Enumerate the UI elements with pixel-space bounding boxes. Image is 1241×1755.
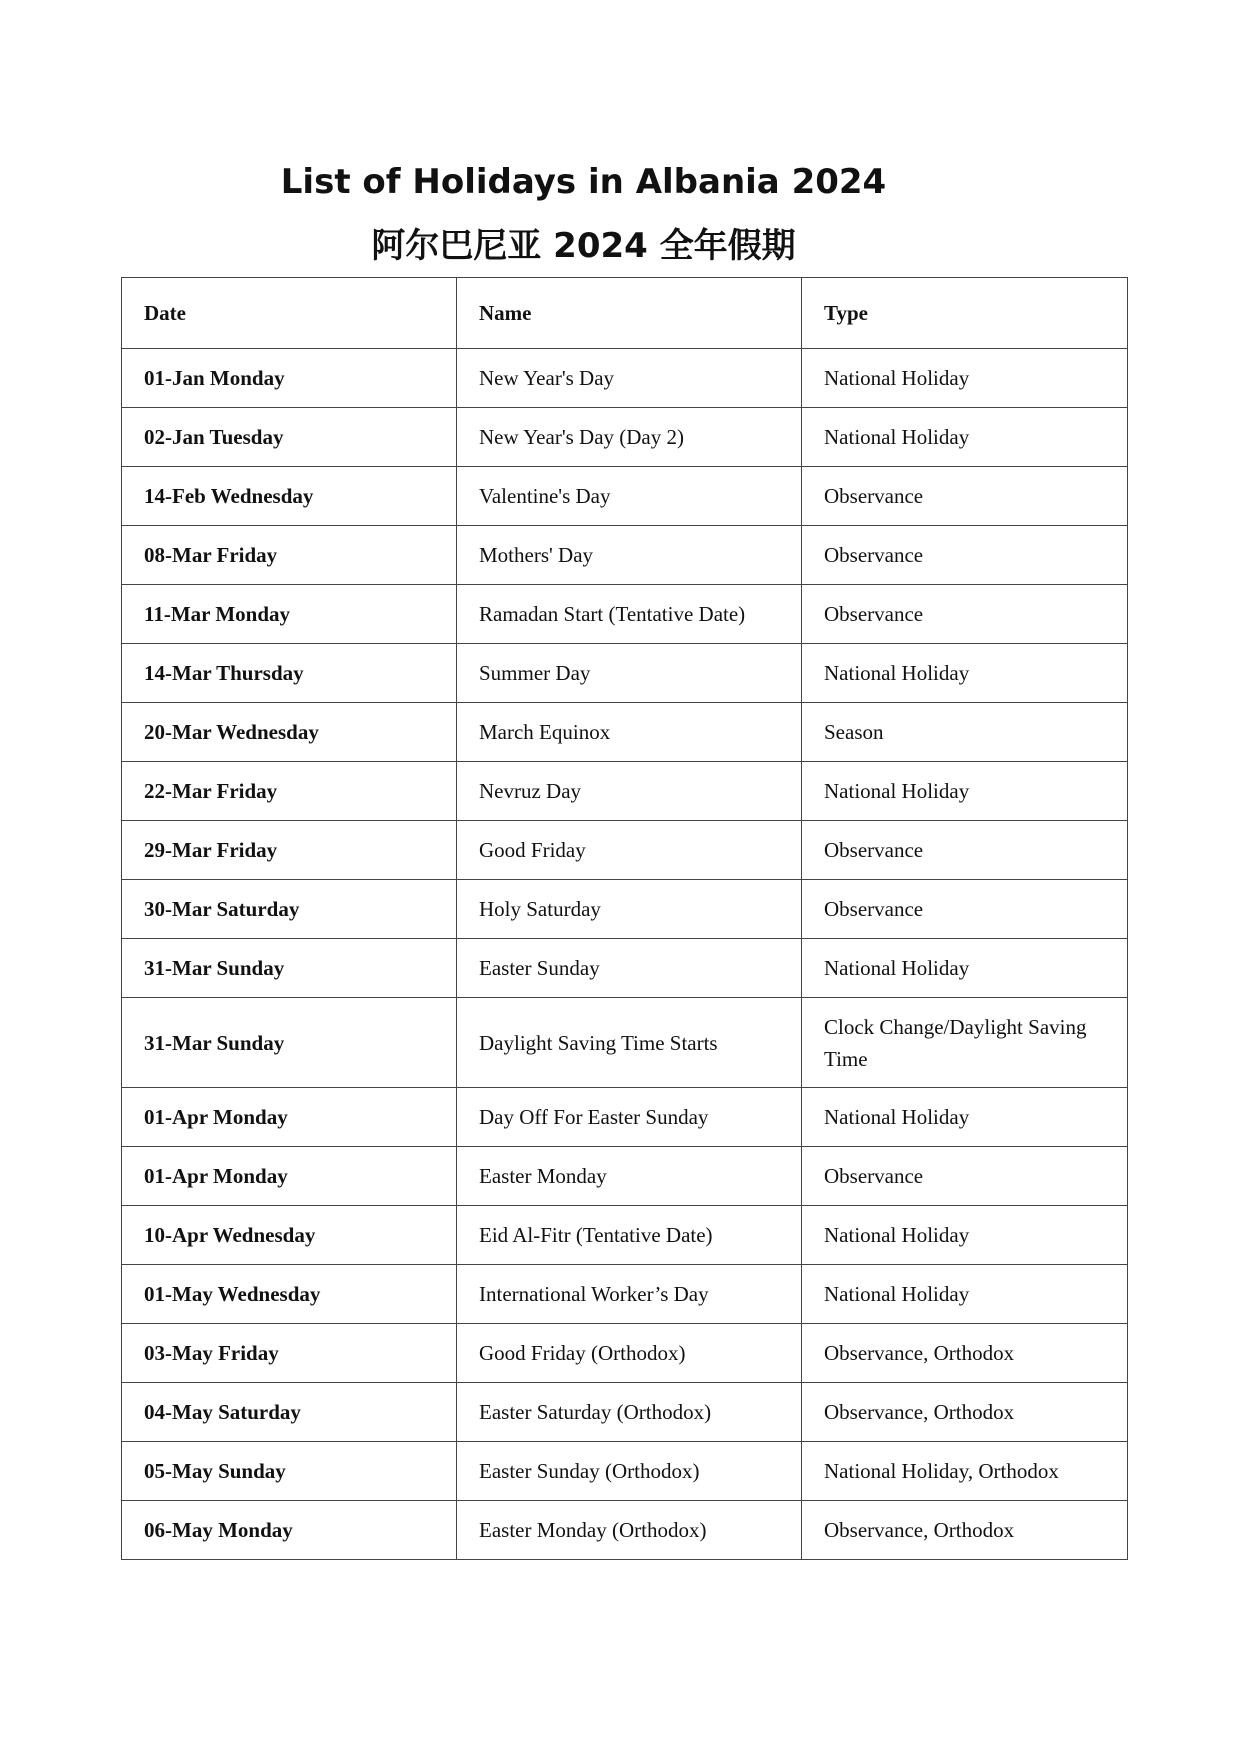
cell-type: Observance (802, 821, 1128, 880)
cell-type: National Holiday (802, 762, 1128, 821)
table-row (122, 1383, 1128, 1442)
cell-type: National Holiday (802, 1206, 1128, 1265)
cell-date: 14-Mar Thursday (122, 644, 457, 703)
cell-name: New Year's Day (457, 349, 802, 408)
cell-date: 01-May Wednesday (122, 1265, 457, 1324)
page-title: List of Holidays in Albania 2024 (280, 162, 887, 202)
page-subtitle-chinese: 阿尔巴尼亚 2024 全年假期 (371, 226, 796, 266)
cell-type: Season (802, 703, 1128, 762)
cell-name: Valentine's Day (457, 467, 802, 526)
cell-date: 20-Mar Wednesday (122, 703, 457, 762)
cell-date: 29-Mar Friday (122, 821, 457, 880)
cell-name: Easter Monday (457, 1147, 802, 1206)
cell-name: Eid Al-Fitr (Tentative Date) (457, 1206, 802, 1265)
table-row (122, 1206, 1128, 1265)
table-row (122, 998, 1128, 1088)
cell-name: Holy Saturday (457, 880, 802, 939)
cell-date: 04-May Saturday (122, 1383, 457, 1442)
cell-type: National Holiday (802, 408, 1128, 467)
cell-date: 11-Mar Monday (122, 585, 457, 644)
table-row (122, 880, 1128, 939)
table-header-row (122, 278, 1128, 349)
cell-date: 31-Mar Sunday (122, 939, 457, 998)
table-row (122, 1147, 1128, 1206)
cell-date: 10-Apr Wednesday (122, 1206, 457, 1265)
table-row (122, 585, 1128, 644)
header-type: Type (802, 278, 1128, 349)
cell-date: 01-Apr Monday (122, 1088, 457, 1147)
cell-date: 01-Jan Monday (122, 349, 457, 408)
table-row (122, 1265, 1128, 1324)
cell-type: National Holiday (802, 939, 1128, 998)
table-row (122, 408, 1128, 467)
cell-type: Observance (802, 1147, 1128, 1206)
cell-name: Ramadan Start (Tentative Date) (457, 585, 802, 644)
cell-name: Easter Saturday (Orthodox) (457, 1383, 802, 1442)
cell-type: Clock Change/Daylight Saving Time (802, 998, 1128, 1088)
cell-name: March Equinox (457, 703, 802, 762)
cell-date: 02-Jan Tuesday (122, 408, 457, 467)
table-row (122, 821, 1128, 880)
cell-type: Observance, Orthodox (802, 1501, 1128, 1560)
cell-date: 30-Mar Saturday (122, 880, 457, 939)
cell-name: Easter Sunday (Orthodox) (457, 1442, 802, 1501)
cell-date: 06-May Monday (122, 1501, 457, 1560)
table-body (122, 349, 1128, 1560)
table-row (122, 939, 1128, 998)
cell-date: 22-Mar Friday (122, 762, 457, 821)
cell-type: National Holiday (802, 644, 1128, 703)
cell-name: Nevruz Day (457, 762, 802, 821)
cell-type: Observance, Orthodox (802, 1383, 1128, 1442)
cell-type: National Holiday (802, 349, 1128, 408)
cell-date: 01-Apr Monday (122, 1147, 457, 1206)
cell-name: Easter Sunday (457, 939, 802, 998)
cell-type: Observance (802, 880, 1128, 939)
cell-name: Good Friday (Orthodox) (457, 1324, 802, 1383)
cell-type: Observance, Orthodox (802, 1324, 1128, 1383)
table-row (122, 467, 1128, 526)
cell-name: Daylight Saving Time Starts (457, 998, 802, 1088)
cell-date: 31-Mar Sunday (122, 998, 457, 1088)
cell-date: 05-May Sunday (122, 1442, 457, 1501)
holidays-table (121, 277, 1128, 1560)
cell-name: International Worker’s Day (457, 1265, 802, 1324)
table-row (122, 762, 1128, 821)
cell-type: Observance (802, 526, 1128, 585)
cell-date: 03-May Friday (122, 1324, 457, 1383)
cell-type: National Holiday (802, 1088, 1128, 1147)
table-row (122, 1088, 1128, 1147)
cell-name: Day Off For Easter Sunday (457, 1088, 802, 1147)
table-row (122, 1501, 1128, 1560)
table-row (122, 349, 1128, 408)
table-row (122, 644, 1128, 703)
cell-name: New Year's Day (Day 2) (457, 408, 802, 467)
cell-name: Good Friday (457, 821, 802, 880)
cell-type: National Holiday (802, 1265, 1128, 1324)
cell-name: Easter Monday (Orthodox) (457, 1501, 802, 1560)
table-row (122, 526, 1128, 585)
header-date: Date (122, 278, 457, 349)
cell-date: 14-Feb Wednesday (122, 467, 457, 526)
table-row (122, 703, 1128, 762)
table-row (122, 1442, 1128, 1501)
cell-type: Observance (802, 585, 1128, 644)
cell-date: 08-Mar Friday (122, 526, 457, 585)
cell-type: National Holiday, Orthodox (802, 1442, 1128, 1501)
table-row (122, 1324, 1128, 1383)
header-name: Name (457, 278, 802, 349)
cell-type: Observance (802, 467, 1128, 526)
cell-name: Mothers' Day (457, 526, 802, 585)
cell-name: Summer Day (457, 644, 802, 703)
